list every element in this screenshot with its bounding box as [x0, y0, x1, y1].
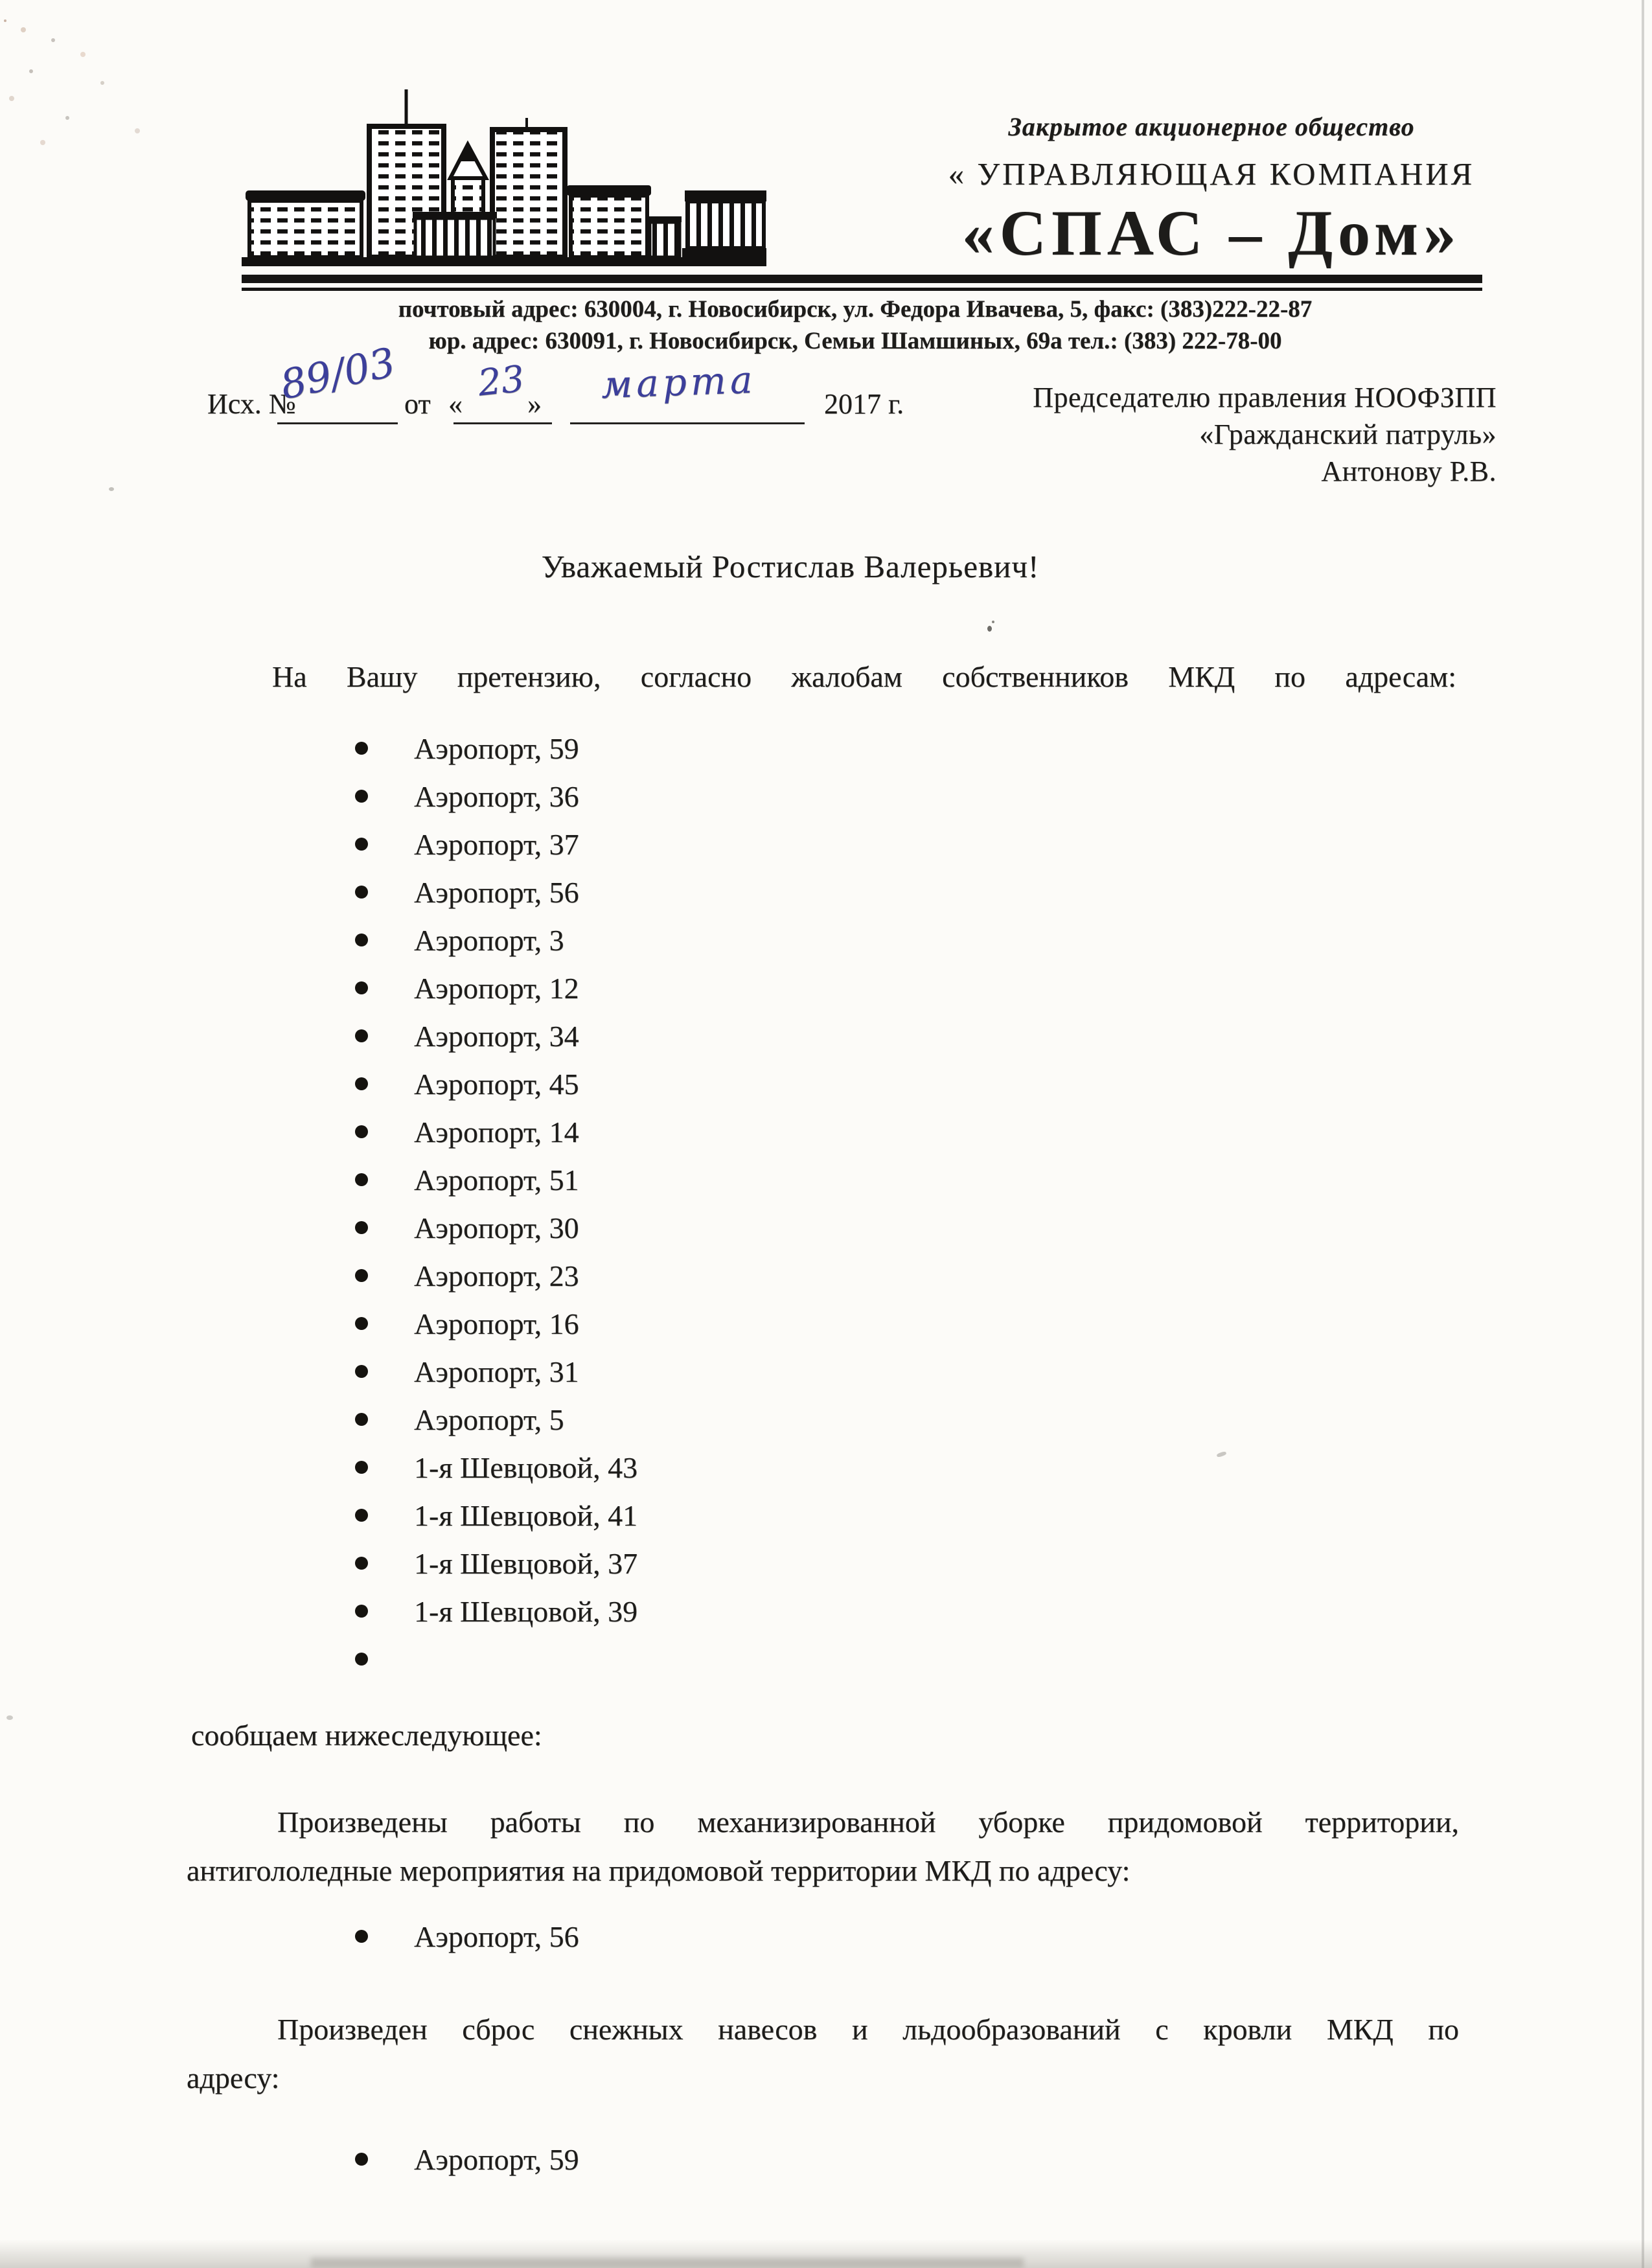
address-text: Аэропорт, 59 — [414, 2142, 579, 2176]
bullet-icon — [355, 2153, 368, 2166]
address-list-item — [355, 1300, 637, 1347]
scan-artifact-speck — [992, 621, 994, 623]
month-underline — [570, 422, 805, 424]
bullet-icon — [355, 1173, 368, 1186]
address-text: Аэропорт, 51 — [414, 1163, 579, 1197]
bullet-icon — [355, 742, 368, 755]
address-list-item — [355, 1156, 637, 1204]
outgoing-number-handwritten: 89/03 — [276, 338, 400, 409]
address-list-cleaning — [355, 1912, 579, 1960]
work-paragraph-line-1: Произведены работы по механизированной уборке придомовой территории, — [277, 1805, 1459, 1838]
address-text: Аэропорт, 56 — [414, 875, 579, 909]
bullet-icon — [355, 1605, 368, 1618]
address-list-item — [355, 772, 637, 820]
address-text: 1-я Шевцовой, 41 — [414, 1498, 638, 1532]
day-close-quote: » — [527, 388, 542, 420]
bullet-icon — [355, 1029, 368, 1042]
address-text: Аэропорт, 36 — [414, 779, 579, 813]
address-list-item — [355, 1491, 637, 1539]
address-text: Аэропорт, 3 — [414, 923, 564, 957]
bullet-icon — [355, 1317, 368, 1330]
address-list-item — [355, 916, 637, 964]
address-list-item — [355, 2135, 579, 2183]
address-list-item — [355, 1395, 637, 1443]
scan-artifact-speck — [6, 1715, 13, 1720]
year-label: 2017 г. — [824, 388, 904, 420]
bullet-icon — [355, 1269, 368, 1282]
bullet-icon — [355, 790, 368, 803]
letterhead-divider-thick — [242, 275, 1482, 283]
address-list-item — [355, 1635, 637, 1683]
bullet-icon — [355, 1125, 368, 1138]
address-list-item — [355, 1347, 637, 1395]
address-list-item — [355, 1443, 637, 1491]
address-list-item — [355, 1204, 637, 1252]
company-logo-city-skyline-icon — [242, 83, 766, 271]
address-list-item — [355, 820, 637, 868]
address-text: Аэропорт, 12 — [414, 971, 579, 1005]
address-list-main — [355, 724, 637, 1683]
bullet-icon — [355, 934, 368, 946]
day-underline — [453, 422, 552, 424]
bullet-icon — [355, 1365, 368, 1378]
address-list-item — [355, 1012, 637, 1060]
legal-address-line: юр. адрес: 630091, г. Новосибирск, Семьи Шамшиных, 69а тел.: (383) 222-78-00 — [428, 328, 1282, 354]
address-list-item — [355, 1108, 637, 1156]
address-list-item — [355, 1587, 637, 1635]
letterhead-divider-thin — [242, 288, 1482, 291]
date-preposition: от — [404, 388, 431, 420]
scan-artifact-page-edge — [1642, 0, 1644, 2268]
day-handwritten: 23 — [476, 358, 527, 405]
address-list-item — [355, 1060, 637, 1108]
bullet-icon — [355, 1930, 368, 1943]
intro-paragraph: На Вашу претензию, согласно жалобам собственников МКД по адресам: — [272, 660, 1456, 693]
address-text: Аэропорт, 56 — [414, 1919, 579, 1953]
address-text: 1-я Шевцовой, 37 — [414, 1546, 638, 1580]
continuation-line: сообщаем нижеследующее: — [191, 1719, 542, 1752]
bullet-icon — [355, 838, 368, 851]
address-text: Аэропорт, 5 — [414, 1403, 564, 1436]
bullet-icon — [355, 886, 368, 899]
outgoing-number-label: Исх. № — [207, 388, 296, 420]
address-text: 1-я Шевцовой, 43 — [414, 1450, 638, 1484]
scan-artifact-speck — [109, 487, 114, 491]
scan-artifact-speck — [1216, 1451, 1226, 1458]
work-paragraph-line-2: антигололедные мероприятия на придомовой территории МКД по адресу: — [187, 1854, 1130, 1887]
recipient-line-3: Антонову Р.В. — [1321, 455, 1497, 487]
bullet-icon — [355, 1077, 368, 1090]
salutation: Уважаемый Ростислав Валерьевич! — [541, 549, 1040, 584]
postal-address-line: почтовый адрес: 630004, г. Новосибирск, ул. Федора Ивачева, 5, факс: (383)222-22-87 — [398, 296, 1313, 323]
bullet-icon — [355, 1461, 368, 1474]
scan-artifact-speckles — [4, 19, 6, 22]
snow-paragraph-line-2: адресу: — [187, 2061, 280, 2094]
org-type-line: Закрытое акционерное общество — [1008, 112, 1415, 141]
address-text: 1-я Шевцовой, 39 — [414, 1594, 638, 1628]
address-text: Аэропорт, 37 — [414, 827, 579, 861]
address-text: Аэропорт, 45 — [414, 1067, 579, 1101]
address-list-item — [355, 1252, 637, 1300]
org-name: «СПАС – Дом» — [961, 197, 1462, 269]
address-text: Аэропорт, 31 — [414, 1355, 579, 1388]
bullet-icon — [355, 1221, 368, 1234]
address-text: Аэропорт, 16 — [414, 1307, 579, 1340]
address-text: Аэропорт, 14 — [414, 1115, 579, 1149]
recipient-line-2: «Гражданский патруль» — [1199, 418, 1497, 450]
address-text: Аэропорт, 59 — [414, 731, 579, 765]
snow-paragraph-line-1: Произведен сброс снежных навесов и льдообразований с кровли МКД по — [277, 2013, 1459, 2046]
address-text: Аэропорт, 23 — [414, 1259, 579, 1292]
address-list-item — [355, 1912, 579, 1960]
number-underline — [277, 422, 398, 424]
bullet-icon — [355, 1413, 368, 1426]
month-handwritten: марта — [600, 357, 757, 407]
bullet-icon — [355, 1653, 368, 1666]
address-list-item — [355, 868, 637, 916]
address-list-roof — [355, 2135, 579, 2183]
org-name-prefix: « УПРАВЛЯЮЩАЯ КОМПАНИЯ — [948, 156, 1475, 192]
bullet-icon — [355, 981, 368, 994]
recipient-line-1: Председателю правления НООФЗПП — [1033, 382, 1497, 413]
scan-artifact-bottom-smudge-dark — [311, 2258, 1024, 2268]
address-list-item — [355, 1539, 637, 1587]
address-list-item — [355, 964, 637, 1012]
address-list-item — [355, 724, 637, 772]
scan-artifact-speck — [987, 626, 992, 632]
bullet-icon — [355, 1557, 368, 1570]
address-text: Аэропорт, 34 — [414, 1019, 579, 1053]
recipient-block — [907, 379, 1497, 490]
bullet-icon — [355, 1509, 368, 1522]
address-text: Аэропорт, 30 — [414, 1211, 579, 1244]
day-open-quote: « — [448, 388, 463, 420]
